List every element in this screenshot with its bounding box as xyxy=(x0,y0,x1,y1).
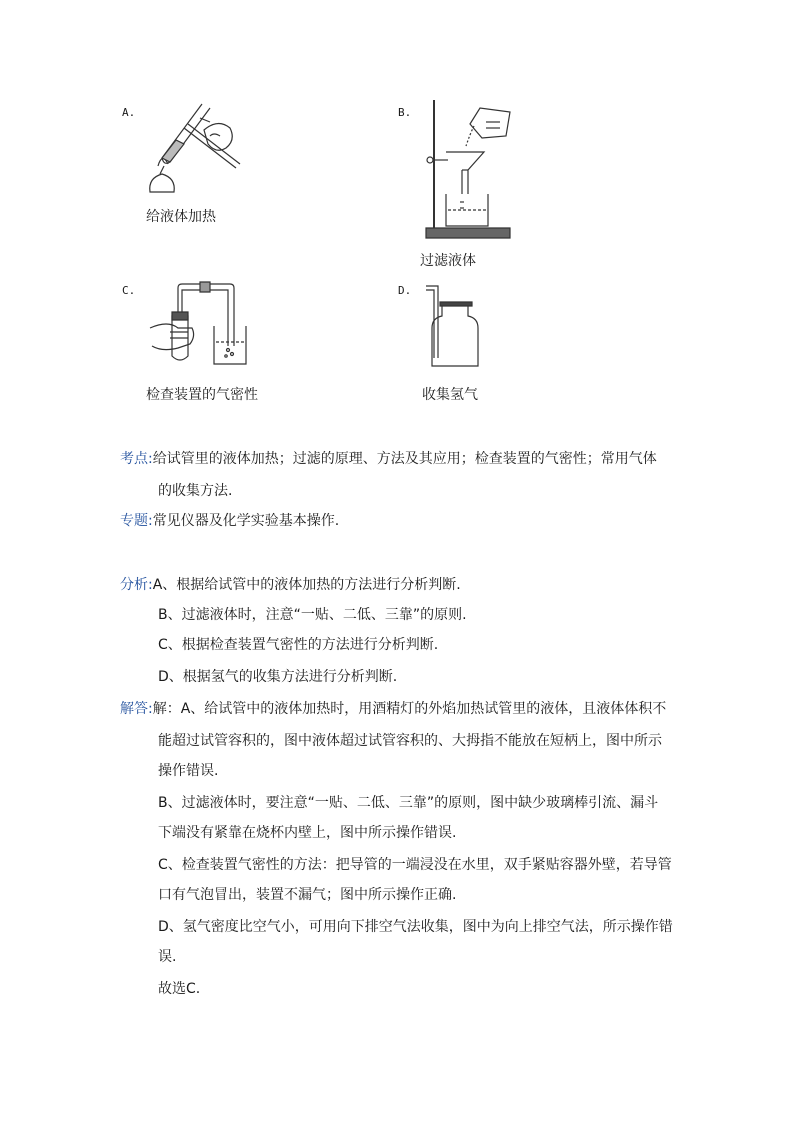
option-c-caption: 检查装置的气密性 xyxy=(146,387,258,403)
kaodian-line-2: 的收集方法. xyxy=(158,483,233,499)
fenxi-line-3: C、根据检查装置气密性的方法进行分析判断. xyxy=(158,637,439,653)
option-d-caption: 收集氢气 xyxy=(422,387,478,403)
jieda-line-9: 误. xyxy=(158,949,177,965)
zhuanti-label: 专题: xyxy=(120,513,153,529)
option-c-letter: C. xyxy=(122,284,136,297)
fenxi-text-1: A、根据给试管中的液体加热的方法进行分析判断. xyxy=(152,577,461,593)
jieda-line-7: 口有气泡冒出，装置不漏气；图中所示操作正确. xyxy=(158,887,457,903)
jieda-line-10: 故选C. xyxy=(158,981,201,997)
fenxi-label: 分析: xyxy=(120,577,153,593)
jieda-line-8: D、氢气密度比空气小，可用向下排空气法收集，图中为向上排空气法，所示操作错 xyxy=(158,919,673,935)
zhuanti-text: 常见仪器及化学实验基本操作. xyxy=(152,513,340,529)
kaodian-label: 考点: xyxy=(120,451,153,467)
kaodian-line-1 xyxy=(120,448,657,468)
fenxi-line-1 xyxy=(120,574,461,594)
jieda-line-2: 能超过试管容积的，图中液体超过试管容积的、大拇指不能放在短柄上，图中所示 xyxy=(158,733,662,749)
jieda-line-6: C、检查装置气密性的方法：把导管的一端浸没在水里，双手紧贴容器外壁，若导管 xyxy=(158,857,672,873)
fenxi-line-2: B、过滤液体时，注意“一贴、二低、三靠”的原则. xyxy=(158,607,467,623)
jieda-text-1: 解：A、给试管中的液体加热时，用酒精灯的外焰加热试管里的液体，且液体体积不 xyxy=(152,701,667,717)
filtration-apparatus-icon xyxy=(420,98,520,243)
gas-collection-bottle-icon xyxy=(424,280,484,370)
option-a-letter: A. xyxy=(122,106,136,119)
jieda-line-1 xyxy=(120,698,666,718)
jieda-line-5: 下端没有紧靠在烧杯内壁上，图中所示操作错误. xyxy=(158,825,457,841)
zhuanti-line xyxy=(120,510,339,530)
option-a-caption: 给液体加热 xyxy=(146,209,216,225)
jieda-label: 解答: xyxy=(120,701,153,717)
option-b-letter: B. xyxy=(398,106,412,119)
fenxi-line-4: D、根据氢气的收集方法进行分析判断. xyxy=(158,669,398,685)
jieda-line-3: 操作错误. xyxy=(158,763,219,779)
jieda-line-4: B、过滤液体时，要注意“一贴、二低、三靠”的原则，图中缺少玻璃棒引流、漏斗 xyxy=(158,795,659,811)
option-b-caption: 过滤液体 xyxy=(420,253,476,269)
option-d-letter: D. xyxy=(398,284,412,297)
kaodian-text-1: 给试管里的液体加热；过滤的原理、方法及其应用；检查装置的气密性；常用气体 xyxy=(152,451,657,467)
heating-liquid-in-test-tube-icon xyxy=(140,100,250,200)
airtightness-check-icon xyxy=(148,280,248,370)
